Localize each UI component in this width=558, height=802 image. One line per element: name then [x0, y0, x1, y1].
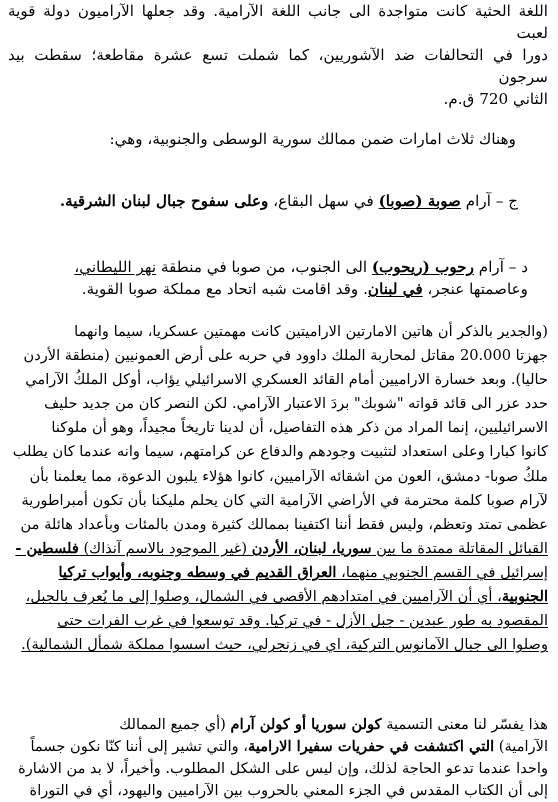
- inline-text: وعاصمتها عنجر،: [422, 280, 528, 298]
- text-line: الثاني 720 ق.م.: [443, 90, 548, 108]
- text-line: وصلوا الى جبال الآمانوس التركية، اي في زنجرلي، حيث اسسوا مملكة شمأل الشمالية).: [21, 636, 548, 654]
- text-line: عظمى تمتد وتعظم، وليس فقط أننا اكتفينا بممالك كثيرة ومدن بالمئات وبأعداد هائلة من: [20, 515, 548, 533]
- inline-text: هذا يفسّر لنا معنى التسمية: [381, 716, 548, 733]
- inline-text: ، أي أن الآراميين في امتدادهم الأقصى في الشمال، وصلوا إلى ما يُعرف بالجبل،: [25, 588, 502, 606]
- emirate-name: صوبة (صوبا): [378, 192, 461, 210]
- item-prefix: ج – آرام: [460, 192, 518, 210]
- bold-text: العراق القديم في وسطه وجنوبه، وأبواب تركيا: [58, 563, 337, 581]
- text-line: ملكُ صوبا- دمشق، العون من اشقائه الآراميين، كانوا هؤلاء يلبون الدعوة، مما يعلمنا بأن: [29, 467, 548, 485]
- text-line: حدد عزر الى قائد قواته "شوبك" بردَ الاعتبار الآرامي. لكن النصر كان من جديد حليف: [44, 395, 548, 413]
- bold-text: فلسطين -: [15, 539, 79, 557]
- text-line: [8, 585, 548, 609]
- text-line: اللغة الحثية كانت متواجدة الى جانب اللغة الآرامية. وقد جعلها الآراميون دولة قوية لعبت: [8, 2, 548, 42]
- text-line: المقصود به طور عبدين - جبل الأزل - في تركيا. وقد توسعوا في غرب الفرات حتى: [57, 612, 548, 630]
- inline-text: ، والتي تشير إلى أننا كنّا نكون جسماً: [30, 738, 249, 755]
- inline-text: في سهل البقاع،: [268, 192, 379, 210]
- inline-text: إسرائيل في القسم الجنوبي منهما،: [336, 563, 548, 581]
- paragraph-kolan-suria: [8, 714, 548, 802]
- inline-text: . وقد اقامت شبه اتحاد مع مملكة صوبا القوية.: [81, 280, 368, 298]
- text-line: [8, 190, 518, 212]
- bold-text: كولن سوريا أو كولن آرام: [230, 716, 382, 733]
- text-line: كانوا كبارا وعلى استعداد لتثبيت وجودهم والدفاع عن كرامتهم، سيما وانه عندما كان يطلب: [12, 443, 548, 461]
- text-line: إلى أن الكتاب المقدس في الجزء المعني بالحروب بين الآراميين واليهود، أي في التوراة: [29, 782, 548, 799]
- paragraph-aramaic-state: [8, 0, 548, 110]
- paragraph-military-history: [8, 320, 548, 657]
- inline-text: الآرامية): [494, 738, 548, 755]
- paragraph-three-emirates: [8, 128, 516, 150]
- text-line: [8, 256, 528, 278]
- text-line: [8, 561, 548, 585]
- inline-text: (أي جميع الممالك: [119, 716, 231, 733]
- bold-text: في لبنان: [367, 280, 423, 298]
- text-line: وهناك ثلاث امارات ضمن ممالك سورية الوسطى والجنوبية، وهي:: [109, 130, 516, 148]
- bold-text: وعلى سفوح جبال لبنان الشرقية.: [59, 192, 269, 210]
- text-line: جهزتا 20.000 مقاتل لمحاربة الملك داوود في حربه على أرض العمونيين (منطقة الأردن: [23, 347, 548, 365]
- inline-text: القبائل المقاتلة ممتدة ما بين: [371, 539, 548, 557]
- river-name: نهر الليطاني،: [74, 258, 157, 276]
- inline-text: الى الجنوب، من صوبا في منطقة: [156, 258, 372, 276]
- text-line: [8, 537, 548, 561]
- text-line: واحدا عندما تدعو الحاجة لذلك، وإن ليس على الشكل المطلوب. وأخيراً، لا بد من الاشارة: [18, 760, 548, 777]
- text-line: (والجدير بالذكر أن هاتين الامارتين الاراميتين كانت مهمتين عسكريا، سيما وانهما: [74, 323, 548, 340]
- paragraph-aram-rehob: [8, 256, 528, 300]
- text-line: الاسرائيليين، إنما المراد من ذكر هذه التفاصيل، أن لدينا تاريخاً مجيداً، وهو أن ملوكنا: [51, 419, 548, 437]
- text-line: [8, 278, 528, 300]
- bold-text: سوريا، لبنان، الأردن: [251, 539, 372, 557]
- text-line: دورا في التحالفات ضد الآشوريين، كما شملت تسع عشرة مقاطعة؛ سقطت بيد سرجون: [8, 46, 548, 86]
- text-line: حاليا). وبعد خسارة الاراميين أمام القائد العسكري الاسرائيلي يؤاب، أوكل الملكُ الآرامي: [25, 371, 548, 389]
- inline-text: (غير الموجود بالاسم آنذاك): [78, 539, 252, 557]
- emirate-name: رحوب (ريحوب): [371, 258, 474, 276]
- bold-text: التي اكتشفت في حفريات سفيرا الارامية: [248, 738, 495, 755]
- text-line: لآرام صوبا كلمة محترمة في الأراضي الآرامية التي كان يحلم مليكنا بأن تكون أمبراطورية: [21, 491, 548, 509]
- item-prefix: د – آرام: [473, 258, 528, 276]
- text-line: [8, 714, 548, 736]
- paragraph-aram-zobah: [8, 190, 518, 212]
- text-line: [8, 736, 548, 758]
- bold-text: الجنوبية: [501, 588, 548, 606]
